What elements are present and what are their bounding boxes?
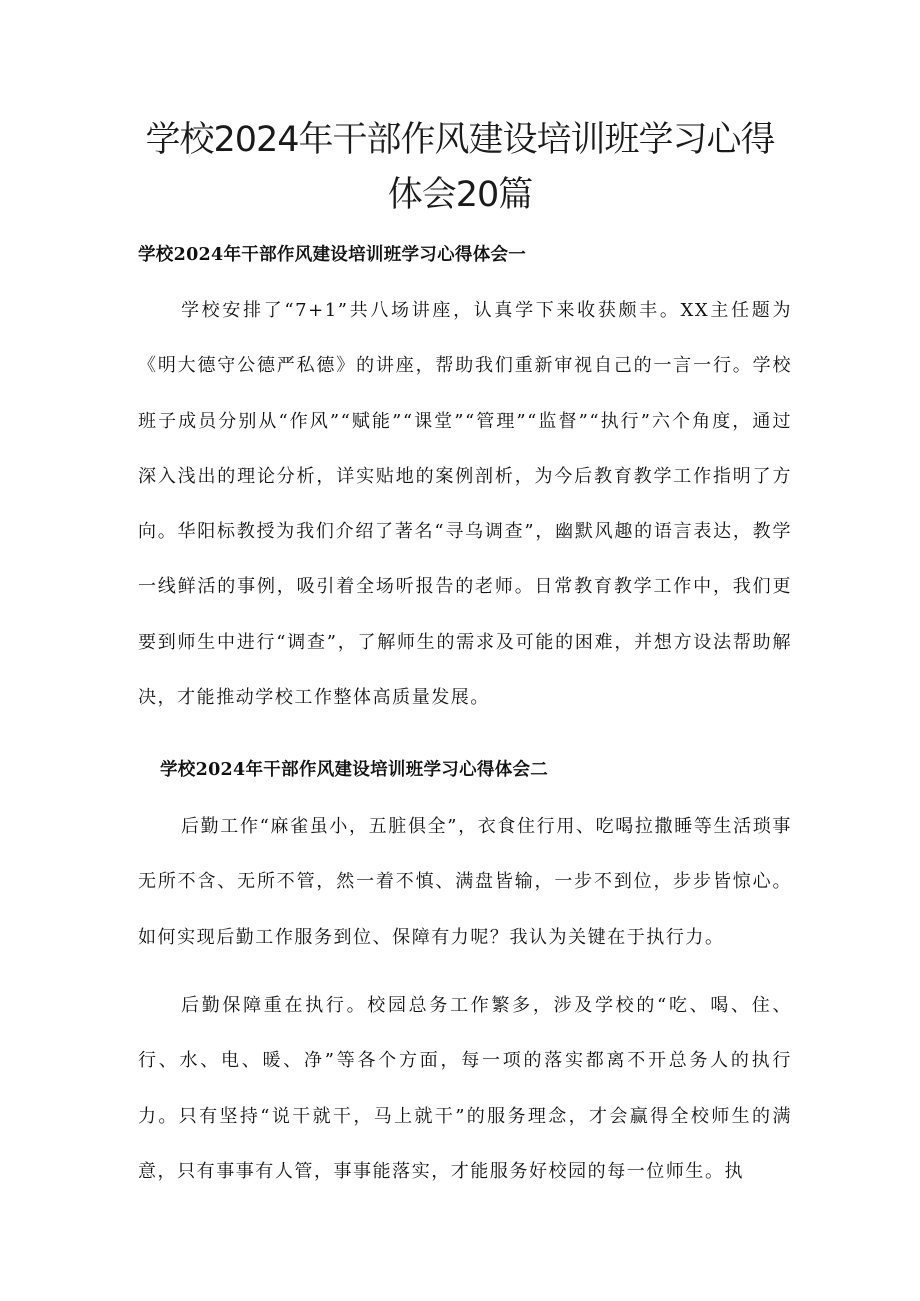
section-1-paragraph-1: 学校安排了“7+1”共八场讲座，认真学下来收获颇丰。XX主任题为《明大德守公德严私德》的讲座，帮助我们重新审视自己的一言一行。学校班子成员分别从“作风”“赋能”“课堂”“管理”“监督”“执行”六个角度，通过深入浅出的理论分析，详实贴地的案例剖析，为今后教育教学工作指明了方向。华阳标教授为我们介绍了著名“寻乌调查”，幽默风趣的语言表达，教学一线鲜活的事例，吸引着全场听报告的老师。日常教育教学工作中，我们更要到师生中进行“调查”，了解师生的需求及可能的困难，并想方设法帮助解决，才能推动学校工作整体高质量发展。 [138, 300, 792, 709]
document-title-line1: 学校2024年干部作风建设培训班学习心得 [145, 120, 775, 160]
section-heading-1: 学校2024年干部作风建设培训班学习心得体会一 [138, 245, 527, 265]
section-heading-2: 学校2024年干部作风建设培训班学习心得体会二 [160, 760, 549, 780]
section-2-paragraph-1: 后勤工作“麻雀虽小，五脏俱全”，衣食住行用、吃喝拉撒睡等生活琐事无所不含、无所不管，然一着不慎、满盘皆输，一步不到位，步步皆惊心。如何实现后勤工作服务到位、保障有力呢？我认为关键在于执行力。 [138, 816, 792, 948]
section-2-paragraph-2: 后勤保障重在执行。校园总务工作繁多，涉及学校的“吃、喝、住、行、水、电、暖、净”等各个方面，每一项的落实都离不开总务人的执行力。只有坚持“说干就干，马上就干”的服务理念，才会赢得全校师生的满意，只有事事有人管，事事能落实，才能服务好校园的每一位师生。执 [138, 995, 792, 1182]
document-title-line2: 体会20篇 [387, 175, 533, 215]
